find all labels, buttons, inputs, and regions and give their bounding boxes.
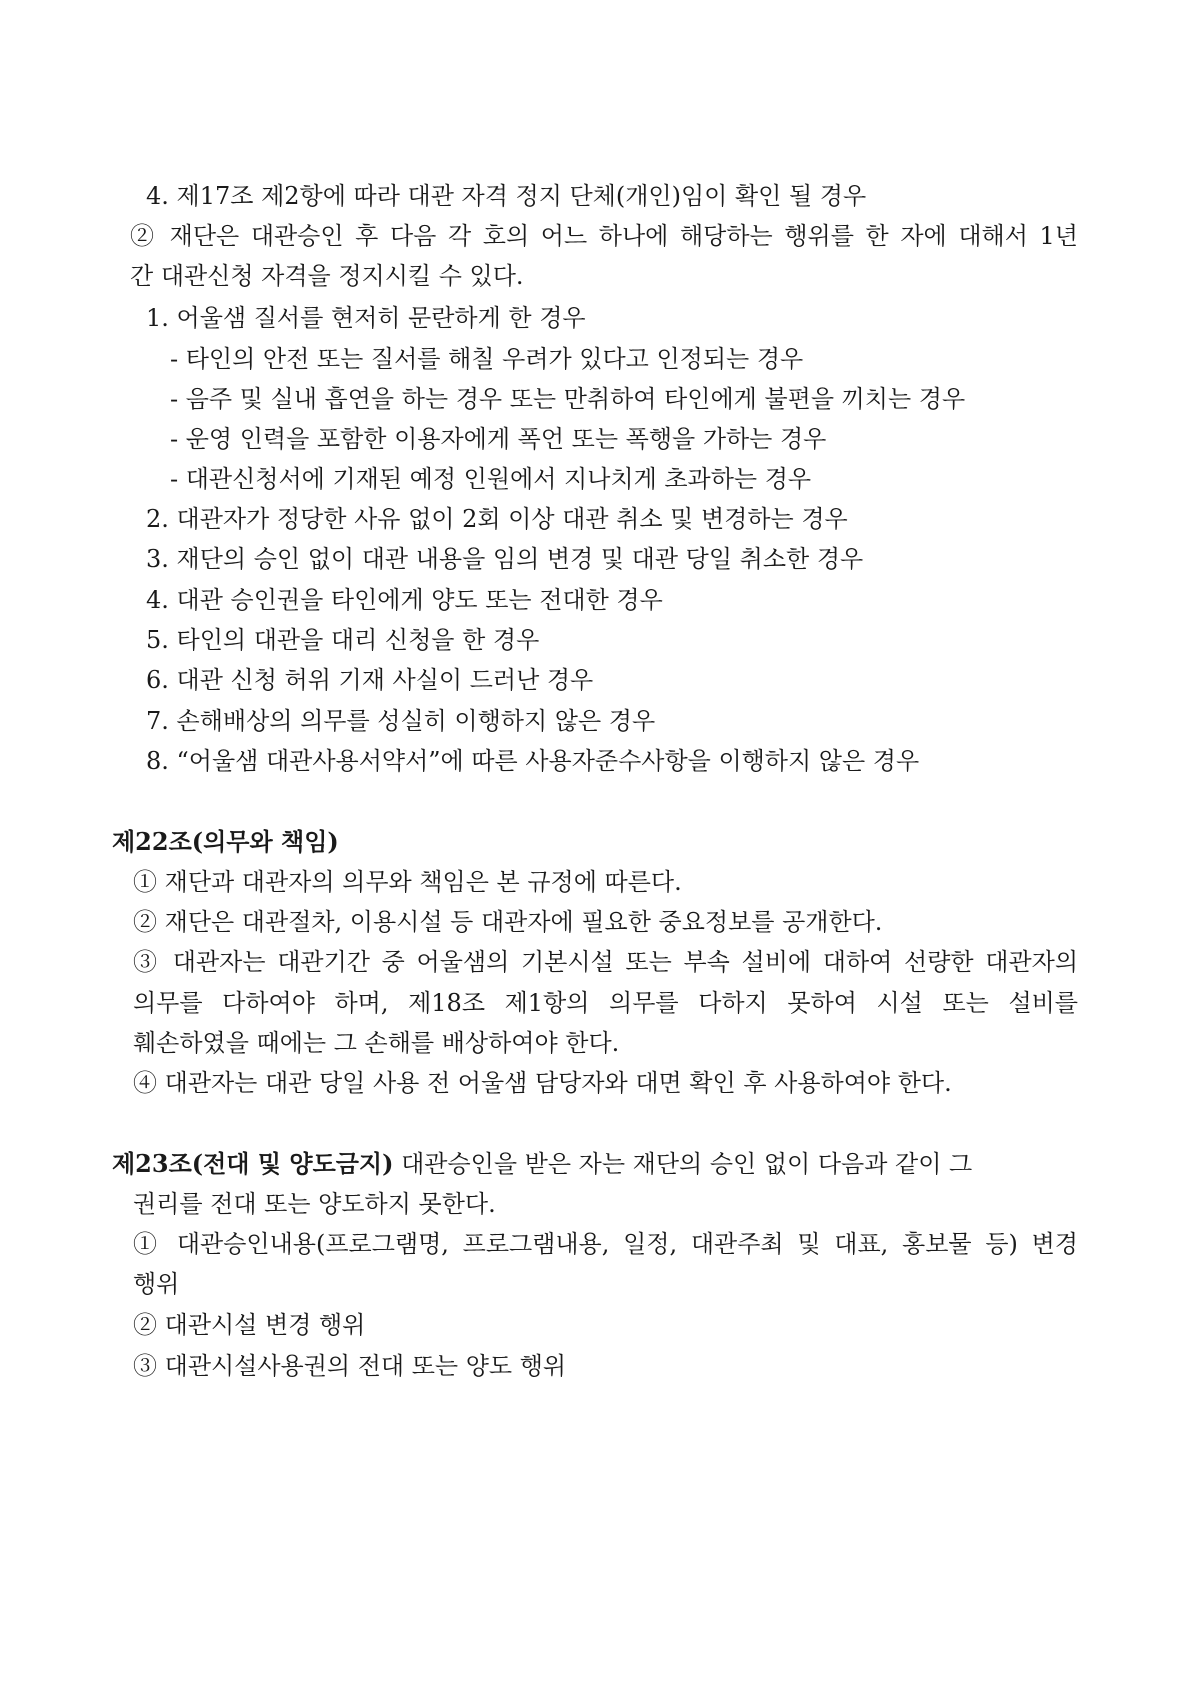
list-sub-item: - 음주 및 실내 흡연을 하는 경우 또는 만취하여 타인에게 불편을 끼치는 경우 [170, 385, 966, 413]
article-22-paragraph-4: ④ 대관자는 대관 당일 사용 전 어울샘 담당자와 대면 확인 후 사용하여야 한다. [133, 1069, 952, 1097]
article-23-paragraph-3: ③ 대관시설사용권의 전대 또는 양도 행위 [133, 1352, 567, 1380]
list-sub-item: - 대관신청서에 기재된 예정 인원에서 지나치게 초과하는 경우 [170, 465, 812, 493]
article-23-paragraph-1-line-1: ① 대관승인내용(프로그램명, 프로그램내용, 일정, 대관주최 및 대표, 홍보물 등) 변경 [133, 1230, 1078, 1258]
article-23-paragraph-1-line-2: 행위 [133, 1270, 180, 1298]
list-item: 2. 대관자가 정당한 사유 없이 2회 이상 대관 취소 및 변경하는 경우 [146, 505, 848, 533]
article-22-title: 제22조(의무와 책임) [112, 827, 339, 856]
article-23-intro-line-1 [112, 1148, 972, 1180]
article-23-intro-line-2: 권리를 전대 또는 양도하지 못한다. [133, 1190, 496, 1218]
article-22-paragraph-3-line-2: 의무를 다하여야 하며, 제18조 제1항의 의무를 다하지 못하여 시설 또는 설비를 [133, 989, 1078, 1017]
article-22-paragraph-3-line-3: 훼손하였을 때에는 그 손해를 배상하여야 한다. [133, 1029, 620, 1057]
list-item: 7. 손해배상의 의무를 성실히 이행하지 않은 경우 [146, 707, 656, 735]
list-item: 3. 재단의 승인 없이 대관 내용을 임의 변경 및 대관 당일 취소한 경우 [146, 545, 864, 573]
article-22-paragraph-1: ① 재단과 대관자의 의무와 책임은 본 규정에 따른다. [133, 868, 682, 896]
list-sub-item: - 타인의 안전 또는 질서를 해칠 우려가 있다고 인정되는 경우 [170, 345, 804, 373]
list-item: 6. 대관 신청 허위 기재 사실이 드러난 경우 [146, 666, 594, 694]
article-23-paragraph-2: ② 대관시설 변경 행위 [133, 1311, 366, 1339]
list-sub-item: - 운영 인력을 포함한 이용자에게 폭언 또는 폭행을 가하는 경우 [170, 425, 827, 453]
item-4-suspended: 4. 제17조 제2항에 따라 대관 자격 정지 단체(개인)임이 확인 될 경우 [146, 182, 867, 210]
article-23-intro-text: 대관승인을 받은 자는 재단의 승인 없이 다음과 같이 그 [393, 1150, 973, 1178]
paragraph-2-line-1: ② 재단은 대관승인 후 다음 각 호의 어느 하나에 해당하는 행위를 한 자에 대해서 1년 [130, 222, 1078, 250]
paragraph-2-line-2: 간 대관신청 자격을 정지시킬 수 있다. [130, 262, 524, 290]
list-item: 1. 어울샘 질서를 현저히 문란하게 한 경우 [146, 304, 586, 332]
article-22-paragraph-3-line-1: ③ 대관자는 대관기간 중 어울샘의 기본시설 또는 부속 설비에 대하여 선량한 대관자의 [133, 948, 1078, 976]
list-item: 8. “어울샘 대관사용서약서”에 따른 사용자준수사항을 이행하지 않은 경우 [146, 747, 920, 775]
article-22-paragraph-2: ② 재단은 대관절차, 이용시설 등 대관자에 필요한 중요정보를 공개한다. [133, 908, 883, 936]
article-23-title: 제23조(전대 및 양도금지) [112, 1149, 394, 1178]
list-item: 5. 타인의 대관을 대리 신청을 한 경우 [146, 626, 540, 654]
list-item: 4. 대관 승인권을 타인에게 양도 또는 전대한 경우 [146, 586, 663, 614]
